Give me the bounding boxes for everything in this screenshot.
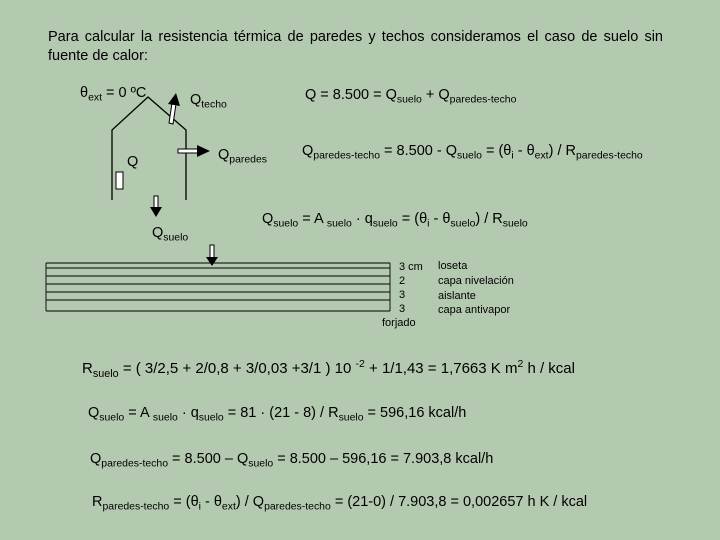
floor-layers [46,263,390,311]
intro-text: Para calcular la resistencia térmica de paredes y techos consideramos el caso de suelo sin fuente de calor: [48,29,663,64]
layer-name-4: capa antivapor [438,304,511,316]
layer-name-2: capa nivelación [438,275,514,287]
heat-source-icon [116,172,123,189]
equation-paredes-techo: $Q_{paredes-techo} = 8.500 - Q_{suelo} = (\theta_i - \theta_{ext}) / R_{paredes-techo}$ [302,143,643,162]
calc-r-suelo: $R_{suelo}$ = ( 3/2,5 + 2/0,8 + 3/0,03 +3/1 ) 10 $^{-2}$ + 1/1,43 = 1,7663 K $m^2$ h / kcal [82,358,575,380]
theta-ext-label: $\theta_{ext} = 0$ ºC [80,85,147,104]
q-inner-label: Q [127,154,139,170]
calc-q-paredes-techo: $Q_{paredes-techo} = 8.500 - Q_{suelo} = 8.500 - 596,16 = 7.903,8$ kcal/h [90,451,494,470]
arrow-paredes-icon [178,145,210,157]
layer-thickness-3: 3 [399,289,406,301]
layer-name-3: aislante [438,290,476,302]
q-techo-label: $Q_{techo}$ [190,92,227,111]
arrow-suelo-icon [150,196,162,217]
q-suelo-label: $Q_{suelo}$ [152,225,189,244]
layer-thickness-5: forjado [382,317,416,329]
layer-thickness-4: 3 [399,303,406,315]
equation-suelo: $Q_{suelo} = A$ $_{suelo} \cdot q_{suelo} = (\theta_i - \theta_{suelo}) / R_{suelo}$ [262,211,528,230]
layer-thickness-2: 2 [399,275,406,287]
calc-q-suelo: $Q_{suelo} = A$ $_{suelo} \cdot q_{suelo} = 81 \cdot (21 - 8) / R_{suelo} = 596,16$ kcal/h [88,405,467,424]
layer-name-1: loseta [438,260,468,272]
arrow-techo-icon [168,93,180,124]
calc-r-paredes-techo: $R_{paredes-techo} = (\theta_i - \theta_{ext}) / Q_{paredes-techo} = (21-0) / 7.903,8 = 0,002657$ h K / kcal [92,494,588,513]
equation-balance: $Q = 8.500 = Q_{suelo} + Q_{paredes-techo}$ [305,87,517,106]
layer-thickness-1: 3 cm [399,261,423,273]
q-paredes-label: $Q_{paredes}$ [218,147,267,166]
